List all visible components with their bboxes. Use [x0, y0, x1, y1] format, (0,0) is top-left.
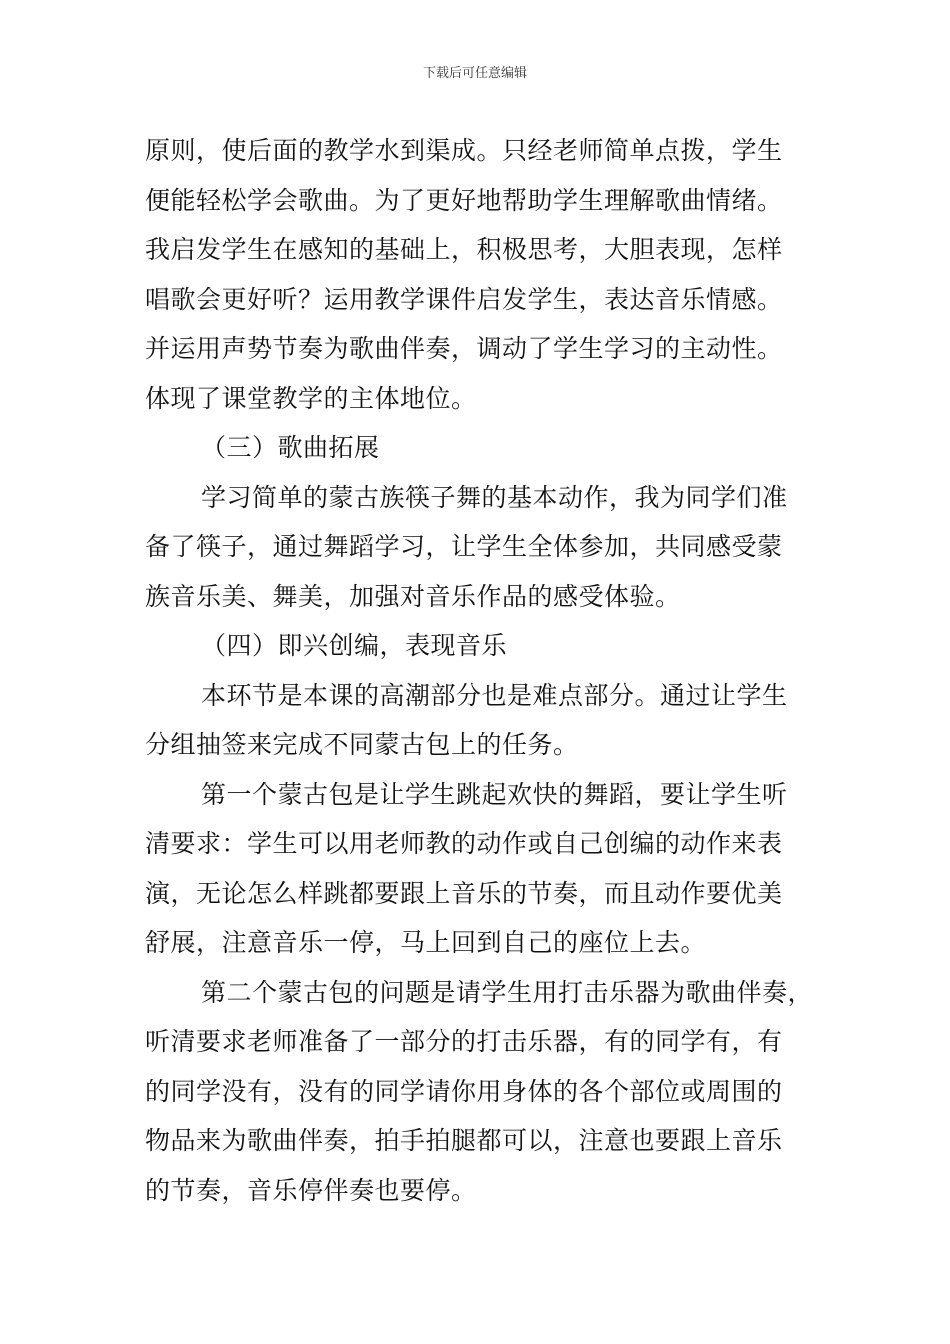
- text-line: 原则，使后面的教学水到渠成。只经老师简单点拨，学生: [145, 136, 783, 165]
- text-line: 舒展，注意音乐一停，马上回到自己的座位上去。: [145, 928, 707, 957]
- text-line: 第一个蒙古包是让学生跳起欢快的舞蹈，要让学生听: [201, 779, 788, 809]
- text-line: 清要求：学生可以用老师教的动作或自己创编的动作来表: [145, 829, 783, 858]
- text-line: 备了筷子，通过舞蹈学习，让学生全体参加，共同感受蒙: [145, 532, 783, 561]
- text-line: 并运用声势节奏为歌曲伴奏，调动了学生学习的主动性。: [145, 334, 783, 363]
- text-line: 学习简单的蒙古族筷子舞的基本动作，我为同学们准: [201, 482, 788, 512]
- text-line: 我启发学生在感知的基础上，积极思考，大胆表现，怎样: [145, 235, 783, 264]
- text-line: 第二个蒙古包的问题是请学生用打击乐器为歌曲伴奏，: [201, 977, 814, 1007]
- text-line: 演，无论怎么样跳都要跟上音乐的节奏，而且动作要优美: [145, 878, 783, 908]
- text-line: 体现了课堂教学的主体地位。: [145, 383, 477, 413]
- text-line: 分组抽签来完成不同蒙古包上的任务。: [145, 730, 579, 759]
- text-line: 族音乐美、舞美，加强对音乐作品的感受体验。: [145, 581, 681, 611]
- page-header: 下载后可任意编辑: [422, 66, 527, 81]
- text-line: 本环节是本课的高潮部分也是难点部分。通过让学生: [201, 680, 788, 710]
- section-heading: （三）歌曲拓展: [201, 433, 380, 462]
- text-line: 的同学没有，没有的同学请你用身体的各个部位或周围的: [145, 1076, 783, 1106]
- text-line: 唱歌会更好听？运用教学课件启发学生，表达音乐情感。: [145, 284, 783, 314]
- text-line: 的节奏，音乐停伴奏也要停。: [145, 1175, 477, 1205]
- text-line: 便能轻松学会歌曲。为了更好地帮助学生理解歌曲情绪。: [145, 185, 783, 215]
- section-heading: （四）即兴创编，表现音乐: [201, 631, 508, 660]
- text-line: 听清要求老师准备了一部分的打击乐器，有的同学有，有: [145, 1027, 783, 1056]
- document-body: [145, 126, 825, 1215]
- text-line: 物品来为歌曲伴奏，拍手拍腿都可以，注意也要跟上音乐: [145, 1126, 783, 1155]
